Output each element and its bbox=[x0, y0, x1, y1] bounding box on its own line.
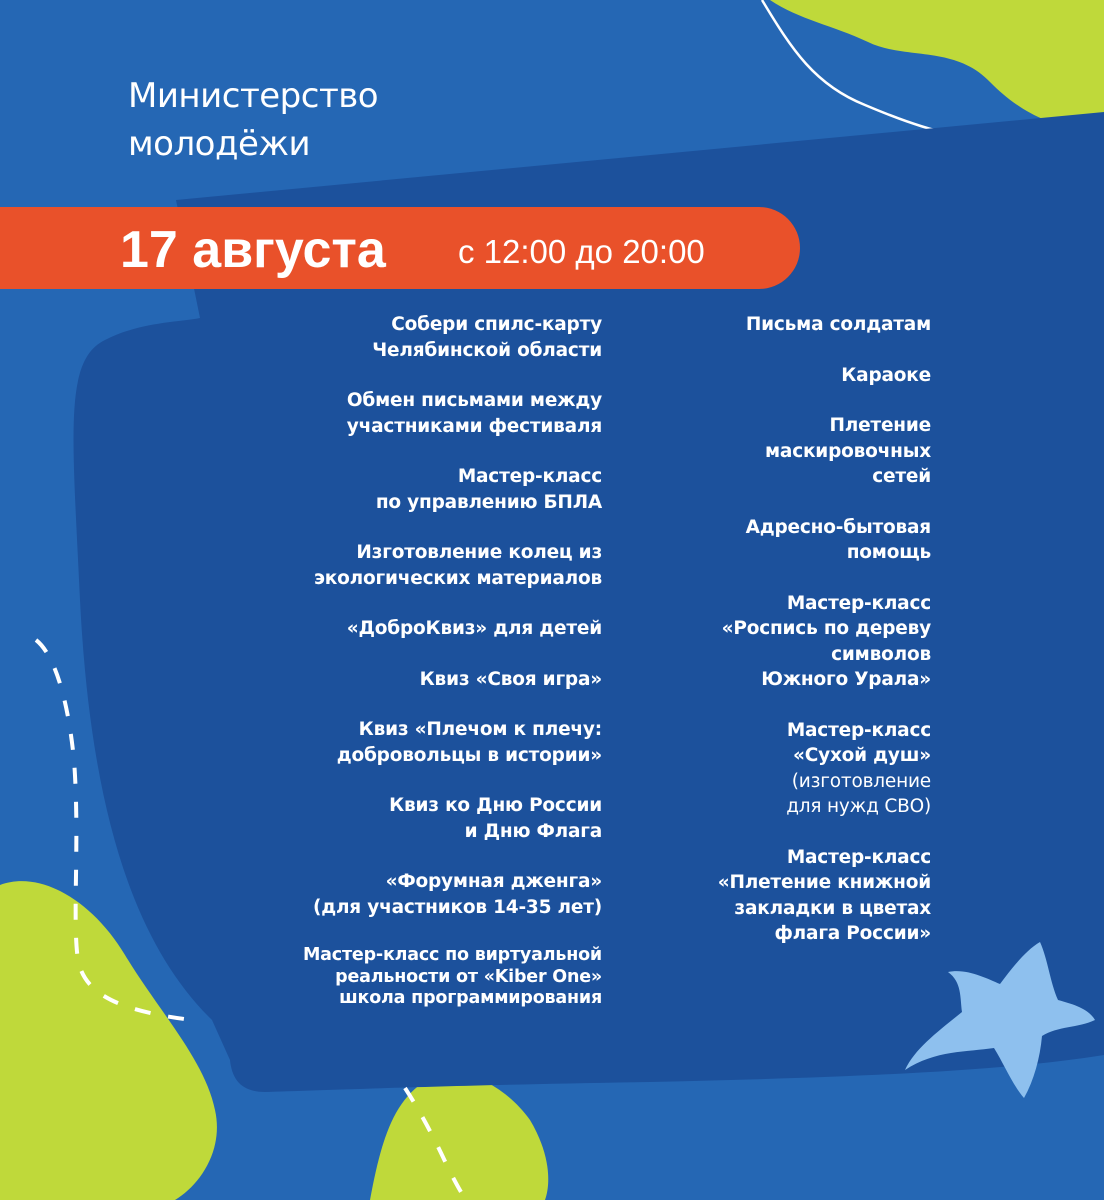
activity-line: сетей bbox=[872, 466, 931, 487]
activity-line: «Плетение книжной bbox=[717, 872, 931, 893]
activity-item bbox=[611, 591, 931, 693]
activity-line: Квиз ко Дню России bbox=[389, 795, 602, 816]
green-blob-top-right bbox=[770, 0, 1104, 126]
activity-line: Квиз «Своя игра» bbox=[419, 668, 602, 690]
activity-line: Мастер-класс bbox=[786, 846, 931, 868]
activity-line: Собери спилс-карту bbox=[391, 314, 602, 335]
activity-item bbox=[162, 869, 602, 920]
activity-line: добровольцы в истории» bbox=[336, 744, 602, 766]
activity-item bbox=[162, 945, 602, 1010]
activity-line: Квиз «Плечом к плечу: bbox=[358, 719, 602, 740]
activity-line: Южного Урала» bbox=[761, 669, 931, 690]
activity-line: «Форумная дженга» bbox=[385, 871, 602, 892]
activity-line: «Сухой душ» bbox=[792, 745, 931, 766]
activity-line: Изготовление колец из bbox=[356, 542, 602, 563]
activities-right-column bbox=[611, 312, 931, 972]
event-time: с 12:00 до 20:00 bbox=[458, 233, 705, 270]
activity-line: Мастер-класс bbox=[457, 466, 602, 487]
activity-line: реальности от «Kiber One» bbox=[335, 966, 602, 987]
activity-item bbox=[162, 616, 602, 642]
activity-line: и Дню Флага bbox=[464, 820, 602, 842]
activity-line: Мастер-класс bbox=[786, 719, 931, 741]
organizer-line-1: Министерство bbox=[128, 76, 379, 116]
activity-item bbox=[162, 388, 602, 439]
activity-line: флага России» bbox=[774, 923, 931, 944]
activity-item bbox=[162, 717, 602, 768]
green-blob-bottom-center bbox=[370, 1073, 548, 1200]
activity-item bbox=[611, 718, 931, 820]
activity-line: Мастер-класс по виртуальной bbox=[302, 945, 602, 965]
activity-line: участниками фестиваля bbox=[346, 415, 602, 437]
activity-line: «ДоброКвиз» для детей bbox=[346, 618, 602, 639]
activity-item bbox=[162, 464, 602, 515]
activity-line: Плетение bbox=[829, 415, 931, 436]
activity-line: Челябинской области bbox=[372, 339, 602, 361]
activity-line: маскировочных bbox=[764, 440, 931, 462]
organizer-line-2: молодёжи bbox=[128, 124, 311, 164]
activity-line: школа программирования bbox=[339, 988, 602, 1008]
activity-line: закладки в цветах bbox=[734, 897, 931, 919]
activity-line: Караоке bbox=[841, 364, 931, 386]
activity-item bbox=[611, 312, 931, 338]
activity-line: (для участников 14-35 лет) bbox=[312, 896, 602, 918]
activity-item bbox=[611, 515, 931, 566]
activity-line: «Роспись по дереву bbox=[721, 618, 931, 639]
activity-note-line: для нужд СВО) bbox=[786, 796, 931, 817]
activity-line: Мастер-класс bbox=[786, 592, 931, 614]
organizer-title bbox=[128, 72, 378, 168]
activity-line: символов bbox=[831, 643, 931, 665]
activity-line: экологических материалов bbox=[314, 567, 602, 589]
activity-line: Письма солдатам bbox=[745, 314, 931, 335]
activity-item bbox=[611, 363, 931, 389]
activity-item bbox=[611, 845, 931, 947]
activity-item bbox=[162, 312, 602, 363]
activity-item bbox=[162, 793, 602, 844]
activity-item bbox=[162, 540, 602, 591]
activity-line: по управлению БПЛА bbox=[375, 491, 602, 513]
activity-item bbox=[611, 413, 931, 490]
event-date: 17 августа bbox=[120, 221, 386, 279]
activities-left-column bbox=[162, 312, 602, 1035]
activity-line: Адресно-бытовая bbox=[745, 516, 931, 538]
activity-line: помощь bbox=[846, 542, 931, 563]
activity-item bbox=[162, 667, 602, 693]
activity-line: Обмен письмами между bbox=[346, 390, 602, 411]
activity-note-line: (изготовление bbox=[791, 770, 931, 792]
